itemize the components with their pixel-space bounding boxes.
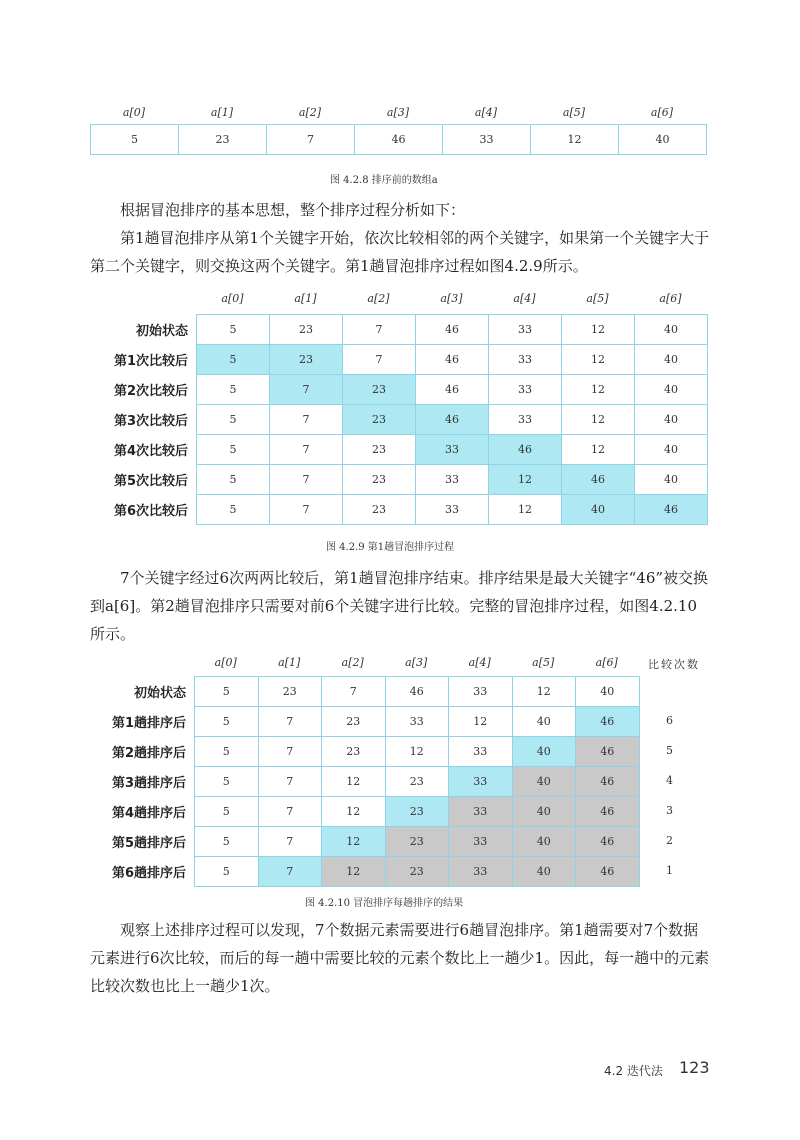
array-cell: 12 (562, 405, 635, 435)
index-label: a[2] (367, 292, 390, 305)
array-cell: 7 (267, 125, 355, 155)
index-label: a[5] (586, 292, 609, 305)
table-row (195, 857, 640, 887)
array-cell: 23 (270, 315, 343, 345)
array-cell: 12 (562, 435, 635, 465)
sorted-cell: 40 (512, 857, 576, 887)
array-cell: 7 (270, 435, 343, 465)
comparison-count: 1 (666, 864, 673, 877)
array-cell: 33 (489, 375, 562, 405)
table-row (195, 707, 640, 737)
array-cell: 33 (489, 345, 562, 375)
array-cell: 12 (562, 375, 635, 405)
sorted-cell: 40 (512, 767, 576, 797)
fig429-caption: 图 4.2.9 第1趟冒泡排序过程 (326, 542, 455, 553)
array-cell: 46 (355, 125, 443, 155)
array-cell: 5 (197, 465, 270, 495)
array-cell: 40 (635, 405, 708, 435)
sorted-cell: 33 (449, 797, 513, 827)
array-cell: 12 (322, 797, 386, 827)
new-sorted-cell: 23 (385, 797, 449, 827)
array-cell: 40 (635, 345, 708, 375)
row-label: 第4趟排序后 (111, 806, 186, 821)
array-cell: 23 (179, 125, 267, 155)
comparison-count: 5 (666, 744, 673, 757)
array-cell: 33 (416, 495, 489, 525)
array-cell: 40 (512, 707, 576, 737)
index-label: a[3] (405, 656, 428, 669)
array-cell: 7 (258, 707, 322, 737)
index-label: a[1] (278, 656, 301, 669)
table-row (197, 315, 708, 345)
row-label: 第2趟排序后 (111, 746, 186, 761)
row-label: 第6趟排序后 (111, 866, 186, 881)
array-cell: 46 (416, 375, 489, 405)
fig4210-initial-table (194, 676, 640, 707)
row-label: 第3趟排序后 (111, 776, 186, 791)
row-label: 第1次比较后 (113, 354, 188, 369)
array-cell: 33 (416, 465, 489, 495)
sorted-cell: 40 (512, 797, 576, 827)
array-cell: 33 (443, 125, 531, 155)
row-label: 第6次比较后 (113, 504, 188, 519)
array-cell: 7 (343, 315, 416, 345)
sorted-cell: 23 (385, 827, 449, 857)
row-label: 初始状态 (133, 686, 186, 701)
row-label: 第5次比较后 (113, 474, 188, 489)
array-cell: 33 (449, 677, 513, 707)
index-label: a[5] (562, 106, 586, 119)
footer-section-title: 4.2 迭代法 (604, 1064, 663, 1078)
middle-text: 7个关键字经过6次两两比较后，第1趟冒泡排序结束。排序结果是最大关键字“46”被交换到a[6]。第2趟冒泡排序只需要对前6个关键字进行比较。完整的冒泡排序过程，如图4.2.10所示。 (90, 569, 709, 643)
array-cell: 5 (195, 767, 259, 797)
array-cell: 12 (322, 767, 386, 797)
array-cell: 12 (489, 495, 562, 525)
row-label: 第2次比较后 (113, 384, 188, 399)
array-cell: 7 (322, 677, 386, 707)
comparison-count: 6 (666, 714, 673, 727)
sorted-cell: 46 (576, 827, 640, 857)
index-label: a[0] (214, 656, 237, 669)
row-label: 初始状态 (135, 324, 188, 339)
array-cell: 23 (258, 677, 322, 707)
array-cell: 33 (385, 707, 449, 737)
index-label: a[6] (650, 106, 674, 119)
table-row (197, 345, 708, 375)
array-cell: 12 (385, 737, 449, 767)
fig428-array-table (90, 124, 707, 155)
array-cell: 33 (449, 737, 513, 767)
sorted-cell: 23 (385, 857, 449, 887)
row-label: 第4次比较后 (113, 444, 188, 459)
array-cell: 23 (322, 707, 386, 737)
array-cell: 5 (197, 495, 270, 525)
fig429-pass-table (196, 314, 708, 525)
array-cell: 12 (512, 677, 576, 707)
array-cell: 40 (635, 315, 708, 345)
index-label: a[3] (386, 106, 410, 119)
array-cell: 5 (195, 857, 259, 887)
array-cell: 33 (489, 405, 562, 435)
table-row (197, 405, 708, 435)
array-cell: 5 (197, 315, 270, 345)
array-cell: 5 (197, 375, 270, 405)
table-row (195, 677, 640, 707)
array-cell: 40 (576, 677, 640, 707)
sorted-cell: 46 (576, 857, 640, 887)
row-label: 第3次比较后 (113, 414, 188, 429)
compared-cell: 46 (562, 465, 635, 495)
array-cell: 5 (195, 797, 259, 827)
comparison-count: 2 (666, 834, 673, 847)
array-cell: 23 (343, 495, 416, 525)
sorted-cell: 40 (512, 827, 576, 857)
new-sorted-cell: 46 (576, 707, 640, 737)
array-cell: 12 (449, 707, 513, 737)
sorted-cell: 46 (576, 767, 640, 797)
index-label: a[4] (468, 656, 491, 669)
comparison-count: 4 (666, 774, 673, 787)
table-row (197, 435, 708, 465)
table-row (197, 495, 708, 525)
sorted-cell: 33 (449, 827, 513, 857)
index-label: a[4] (474, 106, 498, 119)
array-cell: 23 (343, 465, 416, 495)
page-number: 123 (679, 1058, 710, 1077)
fig4210-row-labels (60, 676, 186, 886)
array-cell: 7 (270, 405, 343, 435)
index-label: a[0] (221, 292, 244, 305)
fig4210-pass-table (194, 706, 640, 887)
fig428-index-row (90, 106, 706, 119)
comparison-count: 3 (666, 804, 673, 817)
compared-cell: 33 (416, 435, 489, 465)
array-cell: 5 (195, 737, 259, 767)
array-cell: 7 (258, 767, 322, 797)
sorted-cell: 46 (576, 797, 640, 827)
array-cell: 7 (270, 465, 343, 495)
index-label: a[0] (122, 106, 146, 119)
array-cell: 46 (385, 677, 449, 707)
intro-paragraph (90, 196, 710, 280)
intro-line-1: 根据冒泡排序的基本思想，整个排序过程分析如下： (120, 201, 466, 219)
compared-cell: 7 (270, 375, 343, 405)
array-cell: 40 (635, 435, 708, 465)
index-label: a[1] (294, 292, 317, 305)
new-sorted-cell: 40 (512, 737, 576, 767)
fig4210-caption: 图 4.2.10 冒泡排序每趟排序的结果 (305, 898, 464, 909)
index-label: a[6] (595, 656, 618, 669)
table-row (197, 375, 708, 405)
table-row (195, 827, 640, 857)
array-cell: 40 (635, 465, 708, 495)
array-cell: 7 (258, 797, 322, 827)
array-cell: 23 (322, 737, 386, 767)
new-sorted-cell: 33 (449, 767, 513, 797)
index-label: a[5] (532, 656, 555, 669)
compared-cell: 23 (343, 405, 416, 435)
compared-cell: 23 (270, 345, 343, 375)
array-cell: 7 (258, 737, 322, 767)
compared-cell: 12 (489, 465, 562, 495)
array-cell: 12 (562, 315, 635, 345)
fig429-index-row (196, 292, 707, 305)
array-cell: 40 (619, 125, 707, 155)
table-row (195, 737, 640, 767)
row-label: 第5趟排序后 (111, 836, 186, 851)
array-cell: 12 (562, 345, 635, 375)
array-cell: 5 (197, 405, 270, 435)
index-label: a[1] (210, 106, 234, 119)
middle-paragraph (90, 564, 710, 648)
fig4210-index-row (194, 656, 639, 669)
array-cell: 7 (270, 495, 343, 525)
array-cell: 46 (416, 345, 489, 375)
array-cell: 7 (258, 827, 322, 857)
array-cell: 33 (489, 315, 562, 345)
index-label: a[6] (659, 292, 682, 305)
conclusion-text: 观察上述排序过程可以发现，7个数据元素需要进行6趟冒泡排序。第1趟需要对7个数据元素进行6次比较，而后的每一趟中需要比较的元素个数比上一趟少1。因此，每一趟中的元素比较次数也比上一趟少1次。 (90, 921, 710, 995)
array-cell: 23 (343, 435, 416, 465)
conclusion-paragraph (90, 916, 710, 1000)
table-row (195, 767, 640, 797)
array-cell: 40 (635, 375, 708, 405)
row-label: 第1趟排序后 (111, 716, 186, 731)
sorted-cell: 12 (322, 857, 386, 887)
table-row (197, 465, 708, 495)
index-label: a[2] (341, 656, 364, 669)
array-cell: 5 (195, 827, 259, 857)
compared-cell: 23 (343, 375, 416, 405)
comparison-counts (666, 706, 686, 886)
index-label: a[2] (298, 106, 322, 119)
sorted-cell: 33 (449, 857, 513, 887)
comparison-count-header: 比较次数 (648, 658, 700, 671)
array-cell: 46 (416, 315, 489, 345)
array-cell: 5 (195, 707, 259, 737)
new-sorted-cell: 7 (258, 857, 322, 887)
index-label: a[3] (440, 292, 463, 305)
compared-cell: 46 (635, 495, 708, 525)
sorted-cell: 46 (576, 737, 640, 767)
table-row (195, 797, 640, 827)
array-cell: 5 (195, 677, 259, 707)
array-cell: 5 (91, 125, 179, 155)
array-cell: 7 (343, 345, 416, 375)
compared-cell: 40 (562, 495, 635, 525)
array-cell: 12 (531, 125, 619, 155)
array-cell: 5 (197, 435, 270, 465)
intro-line-2: 第1趟冒泡排序从第1个关键字开始，依次比较相邻的两个关键字，如果第一个关键字大于第二个关键字，则交换这两个关键字。第1趟冒泡排序过程如图4.2.9所示。 (90, 229, 710, 275)
index-label: a[4] (513, 292, 536, 305)
compared-cell: 5 (197, 345, 270, 375)
compared-cell: 46 (489, 435, 562, 465)
fig428-caption: 图 4.2.8 排序前的数组a (330, 175, 438, 186)
array-cell: 23 (385, 767, 449, 797)
new-sorted-cell: 12 (322, 827, 386, 857)
fig429-row-labels (60, 314, 188, 524)
compared-cell: 46 (416, 405, 489, 435)
